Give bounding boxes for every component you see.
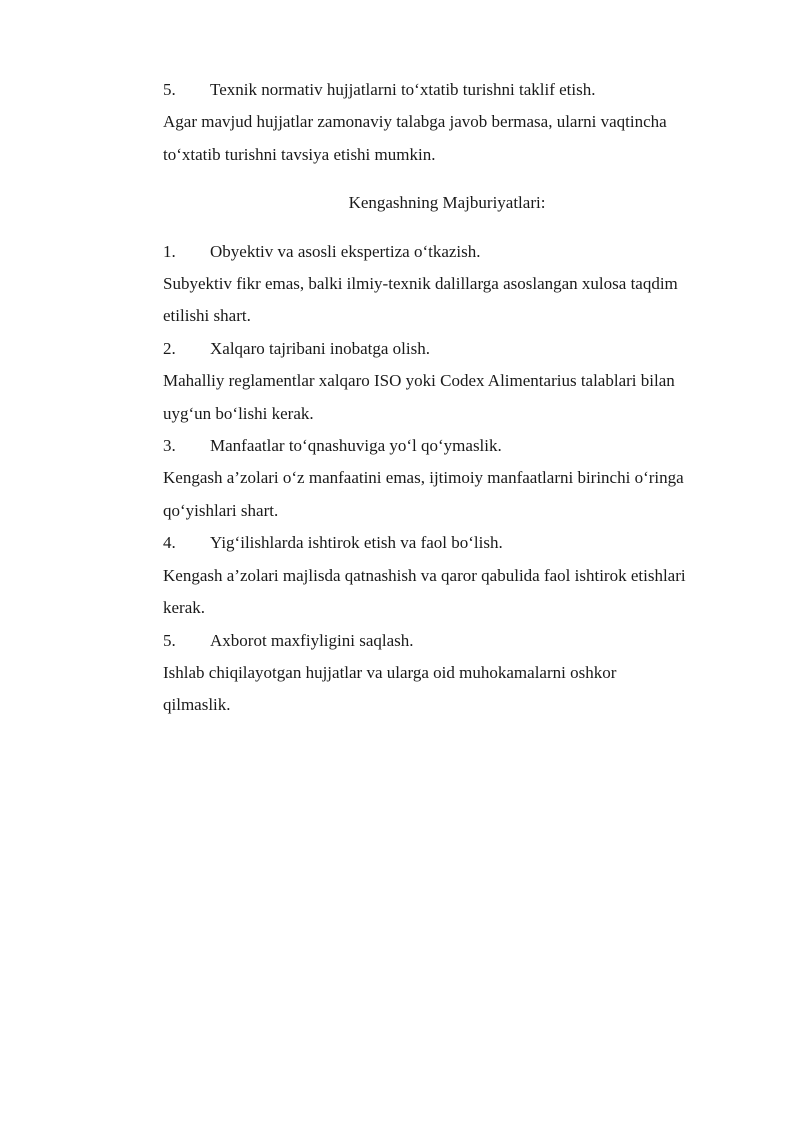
paragraph-line: Mahalliy reglamentlar xalqaro ISO yoki Codex Alimentarius talablari bilan [163,371,675,391]
item-title: Manfaatlar to‘qnashuviga yo‘l qo‘ymaslik. [210,436,502,456]
item-number: 5. [163,80,176,99]
list-item [163,527,753,559]
paragraph-line: Subyektiv fikr emas, balki ilmiy-texnik dalillarga asoslangan xulosa taqdim [163,274,678,294]
item-number: 2. [163,338,176,358]
section-heading: Kengashning Majburiyatlari: [348,193,546,213]
list-item [163,236,753,268]
item-number: 4. [163,533,176,553]
paragraph-line: qo‘yishlari shart. [163,500,279,520]
paragraph-line: Agar mavjud hujjatlar zamonaviy talabga javob bermasa, ularni vaqtincha [163,112,667,132]
paragraph-line: Kengash a’zolari o‘z manfaatini emas, ijtimoiy manfaatlarni birinchi o‘ringa [163,468,684,488]
item-title: Obyektiv va asosli ekspertiza o‘tkazish. [210,241,481,261]
list-item [163,625,753,657]
item-title: Yig‘ilishlarda ishtirok etish va faol bo‘lish. [210,533,503,553]
item-number: 1. [163,241,176,261]
paragraph-line: uyg‘un bo‘lishi kerak. [163,403,314,423]
item-title: Texnik normativ hujjatlarni to‘xtatib turishni taklif etish. [210,80,596,99]
item-title: Xalqaro tajribani inobatga olish. [210,338,430,358]
paragraph-line: to‘xtatib turishni tavsiya etishi mumkin. [163,144,436,164]
item-number: 5. [163,630,176,650]
paragraph-line: kerak. [163,598,206,618]
paragraph-line: Kengash a’zolari majlisda qatnashish va qaror qabulida faol ishtirok etishlari [163,565,686,585]
list-item [163,333,753,365]
intro-item [163,74,753,106]
item-number: 3. [163,436,176,456]
paragraph-line: Ishlab chiqilayotgan hujjatlar va ularga oid muhokamalarni oshkor [163,662,617,682]
list-item [163,430,753,462]
item-title: Axborot maxfiyligini saqlash. [210,630,414,650]
document-page [163,74,753,722]
paragraph-line: qilmaslik. [163,695,231,715]
paragraph-line: etilishi shart. [163,306,251,326]
